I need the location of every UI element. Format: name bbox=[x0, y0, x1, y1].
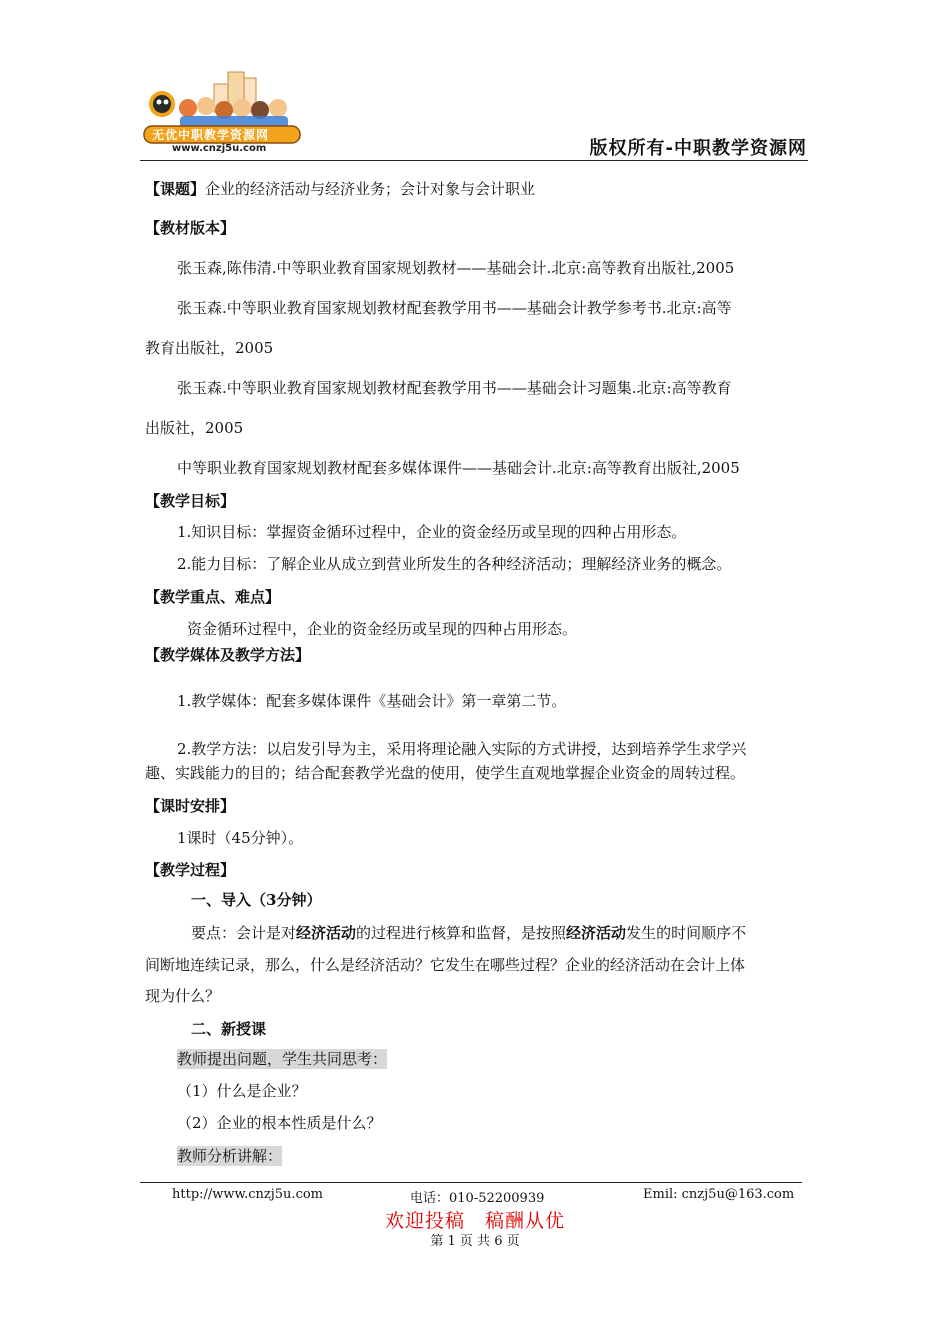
goal-item-2: 2.能力目标：了解企业从成立到营业所发生的各种经济活动；理解经济业务的概念。 bbox=[177, 555, 732, 573]
footer-email[interactable]: Emil: cnzj5u@163.com bbox=[643, 1187, 795, 1202]
teacher-analysis-text: 教师分析讲解： bbox=[177, 1147, 283, 1165]
media-item-2: 2.教学方法：以启发引导为主，采用将理论融入实际的方式讲授，达到培养学生求学兴 bbox=[177, 740, 747, 758]
intro-keyword-2: 经济活动 bbox=[566, 924, 627, 942]
process-heading: 【教学过程】 bbox=[145, 861, 236, 879]
logo-title: 无优中职教学资源网 bbox=[152, 128, 270, 142]
teacher-analysis-prompt bbox=[177, 1146, 282, 1166]
intro-text-a2: 的过程进行核算和监督，是按照 bbox=[356, 924, 567, 942]
intro-paragraph-line-3: 现为什么？ bbox=[145, 987, 221, 1005]
new-lesson-heading: 二、新授课 bbox=[191, 1020, 267, 1038]
teacher-question-prompt bbox=[177, 1049, 387, 1069]
copyright-title: 版权所有-中职教学资源网 bbox=[589, 138, 807, 159]
edition-item-4: 中等职业教育国家规划教材配套多媒体课件——基础会计.北京:高等教育出版社,2005 bbox=[177, 459, 740, 477]
key-text: 资金循环过程中，企业的资金经历或呈现的四种占用形态。 bbox=[187, 620, 578, 638]
question-2: （2）企业的根本性质是什么？ bbox=[177, 1114, 382, 1132]
edition-item-3-cont: 出版社，2005 bbox=[145, 419, 244, 437]
topic-text: 企业的经济活动与经济业务；会计对象与会计职业 bbox=[205, 180, 536, 198]
topic-line bbox=[145, 179, 535, 199]
hours-text: 1课时（45分钟）。 bbox=[177, 829, 304, 847]
footer-slogan: 欢迎投稿 稿酬从优 bbox=[384, 1210, 565, 1232]
intro-keyword-1: 经济活动 bbox=[296, 924, 357, 942]
edition-item-3: 张玉森.中等职业教育国家规划教材配套教学用书——基础会计习题集.北京:高等教育 bbox=[177, 379, 732, 397]
media-item-2-cont: 趣、实践能力的目的；结合配套教学光盘的使用，使学生直观地掌握企业资金的周转过程。 bbox=[145, 764, 746, 782]
edition-heading: 【教材版本】 bbox=[145, 219, 236, 237]
media-item-1: 1.教学媒体：配套多媒体课件《基础会计》第一章第二节。 bbox=[177, 692, 567, 710]
footer-divider bbox=[140, 1182, 802, 1183]
logo-url: www.cnzj5u.com bbox=[172, 143, 267, 154]
page-number: 第 1 页 共 6 页 bbox=[430, 1234, 520, 1249]
footer-url[interactable]: http://www.cnzj5u.com bbox=[172, 1187, 323, 1202]
header-divider bbox=[140, 160, 808, 161]
question-1: （1）什么是企业？ bbox=[177, 1082, 307, 1100]
goal-item-1: 1.知识目标：掌握资金循环过程中，企业的资金经历或呈现的四种占用形态。 bbox=[177, 523, 687, 541]
intro-paragraph-line-1 bbox=[191, 923, 746, 943]
footer-phone: 电话：010-52200939 bbox=[410, 1191, 545, 1206]
media-heading: 【教学媒体及教学方法】 bbox=[145, 646, 311, 664]
goal-heading: 【教学目标】 bbox=[145, 492, 236, 510]
edition-item-2: 张玉森.中等职业教育国家规划教材配套教学用书——基础会计教学参考书.北京:高等 bbox=[177, 299, 732, 317]
intro-text-a3: 发生的时间顺序不 bbox=[626, 924, 747, 942]
site-logo bbox=[140, 68, 315, 158]
teacher-question-text: 教师提出问题，学生共同思考： bbox=[177, 1050, 388, 1068]
intro-heading: 一、导入（3分钟） bbox=[191, 891, 322, 909]
edition-item-2-cont: 教育出版社，2005 bbox=[145, 339, 274, 357]
intro-text-a1: 要点：会计是对 bbox=[191, 924, 297, 942]
intro-paragraph-line-2: 间断地连续记录，那么，什么是经济活动？它发生在哪些过程？企业的经济活动在会计上体 bbox=[145, 956, 746, 974]
hours-heading: 【课时安排】 bbox=[145, 797, 236, 815]
edition-item-1: 张玉森,陈伟清.中等职业教育国家规划教材——基础会计.北京:高等教育出版社,2005 bbox=[177, 259, 735, 277]
key-heading: 【教学重点、难点】 bbox=[145, 588, 281, 606]
topic-label: 【课题】 bbox=[145, 180, 206, 198]
